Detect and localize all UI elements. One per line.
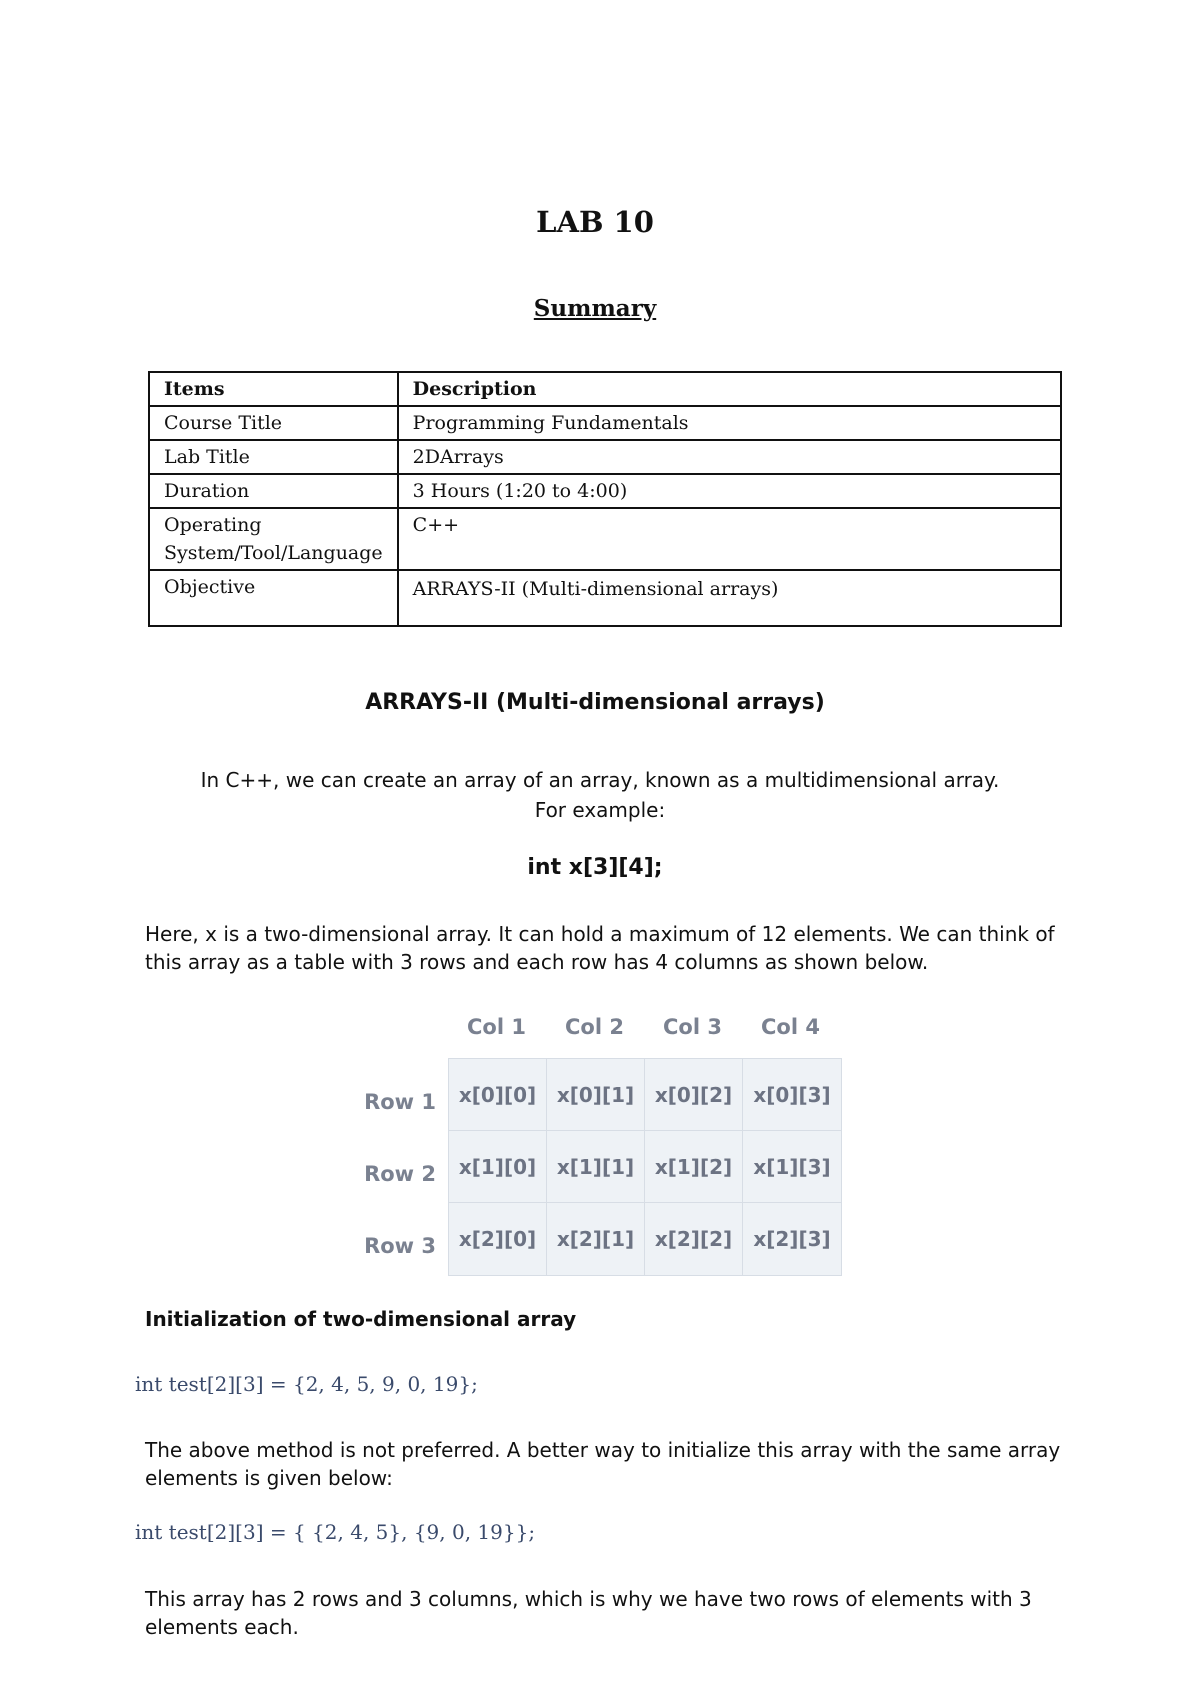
array-cell: x[0][3] [743,1059,841,1131]
table-row [149,440,1061,474]
array-cell: x[2][1] [547,1203,645,1275]
table-row [149,406,1061,440]
header-description: Description [398,372,1061,406]
array-cell: x[2][3] [753,1227,831,1251]
item-value: C++ [398,508,1061,570]
array-cell: x[2][0] [449,1203,547,1275]
item-label: Lab Title [149,440,398,474]
code-example-nested: int test[2][3] = { {2, 4, 5}, {9, 0, 19}}; [135,1520,536,1544]
item-value: 2DArrays [398,440,1061,474]
array-cell: x[1][3] [743,1131,841,1203]
array-cell: x[2][2] [645,1203,743,1275]
item-label: Duration [149,474,398,508]
code-example-flat: int test[2][3] = {2, 4, 5, 9, 0, 19}; [135,1372,478,1396]
subsection-title: Initialization of two-dimensional array [145,1307,577,1331]
item-label: Course Title [149,406,398,440]
row-header: Row 2 [364,1162,436,1186]
summary-table [148,371,1062,627]
paragraph-not-preferred: The above method is not preferred. A better way to initialize this array with the same array elements is given below: [145,1438,1061,1490]
array-cell: x[1][0] [449,1131,547,1203]
array-cells [448,1058,842,1276]
header-items: Items [149,372,398,406]
row-header: Row 1 [364,1090,436,1114]
table-header-row [149,372,1061,406]
array-cell: x[0][2] [645,1059,743,1131]
section-title: ARRAYS-II (Multi-dimensional arrays) [365,690,825,715]
item-value: Programming Fundamentals [398,406,1061,440]
column-header: Col 4 [761,1015,820,1039]
item-value: 3 Hours (1:20 to 4:00) [398,474,1061,508]
item-label: Objective [149,570,398,626]
table-row [149,570,1061,626]
summary-heading: Summary [533,295,657,322]
array-cell: x[1][2] [645,1131,743,1203]
array-cell: x[0][0] [449,1059,547,1131]
paragraph-rows-columns: This array has 2 rows and 3 columns, which is why we have two rows of elements with 3 elements each. [145,1587,1032,1639]
array-cell: x[1][1] [547,1131,645,1203]
array-cell: x[0][1] [547,1059,645,1131]
column-header: Col 2 [565,1015,624,1039]
lab-title: LAB 10 [536,205,654,239]
column-header: Col 1 [467,1015,526,1039]
row-header: Row 3 [364,1234,436,1258]
paragraph-two-dimensional: Here, x is a two-dimensional array. It can hold a maximum of 12 elements. We can think of this array as a table with 3 rows and each row has 4 columns as shown below. [145,922,1055,974]
intro-paragraph: In C++, we can create an array of an array, known as a multidimensional array. For example: [200,768,1000,822]
item-value: ARRAYS-II (Multi-dimensional arrays) [398,570,1061,626]
table-row [149,474,1061,508]
item-label: Operating System/Tool/Language [149,508,398,570]
column-header: Col 3 [663,1015,722,1039]
table-row [149,508,1061,570]
array-declaration: int x[3][4]; [527,855,663,880]
